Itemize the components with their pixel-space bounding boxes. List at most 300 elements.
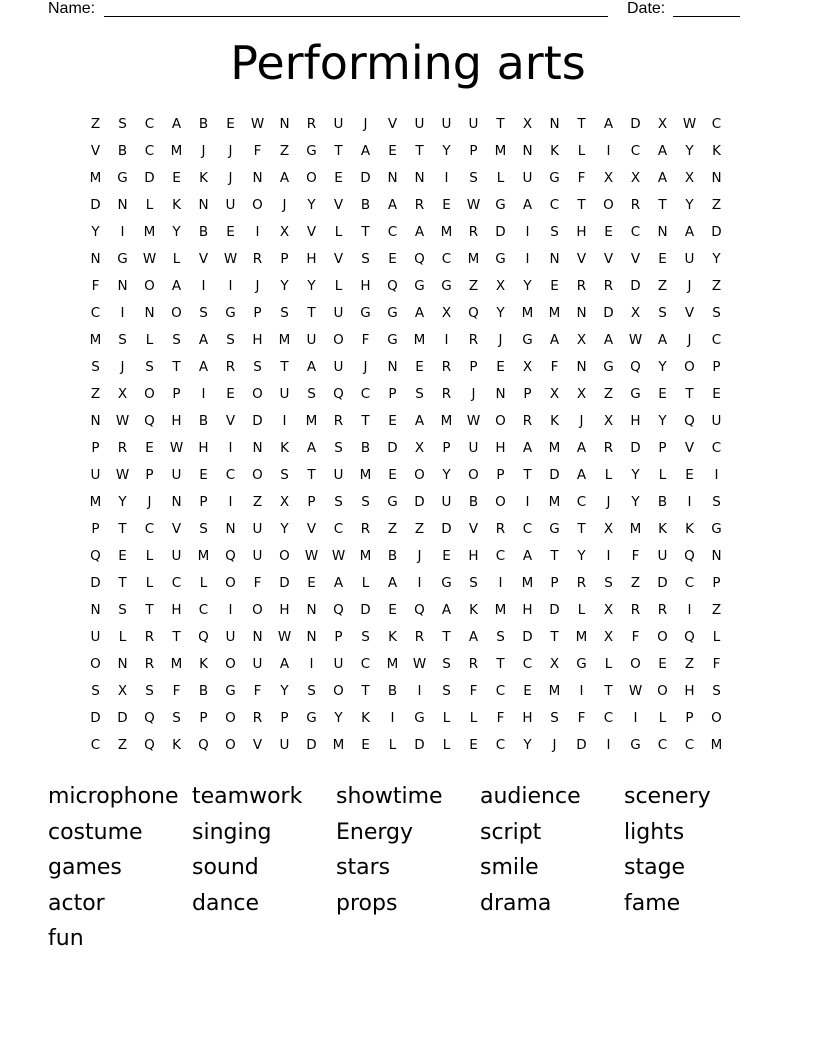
grid-letter: C <box>711 116 722 132</box>
grid-letter: E <box>469 737 478 753</box>
grid-row <box>82 246 730 273</box>
grid-letter: D <box>603 305 614 321</box>
grid-letter: R <box>630 602 641 618</box>
page-title: Performing arts <box>230 36 586 90</box>
grid-letter: I <box>606 548 611 564</box>
grid-letter: C <box>90 305 101 321</box>
grid-letter: X <box>576 332 587 348</box>
grid-letter: C <box>711 440 722 456</box>
grid-letter: P <box>145 467 154 483</box>
grid-letter: T <box>361 224 370 240</box>
grid-letter: Z <box>468 278 479 294</box>
grid-letter: K <box>172 197 181 213</box>
grid-letter: K <box>685 521 694 537</box>
grid-letter: R <box>333 413 344 429</box>
grid-letter: T <box>307 305 316 321</box>
grid-letter: I <box>687 494 692 510</box>
grid-letter: R <box>144 656 155 672</box>
grid-letter: N <box>144 305 155 321</box>
grid-letter: E <box>550 278 559 294</box>
grid-letter: N <box>387 359 398 375</box>
grid-letter: F <box>577 170 586 186</box>
grid-letter: W <box>628 332 643 348</box>
grid-letter: P <box>253 305 262 321</box>
name-field-line[interactable] <box>104 16 608 17</box>
grid-letter: N <box>576 305 587 321</box>
grid-letter: D <box>441 521 452 537</box>
grid-row <box>82 273 730 300</box>
grid-letter: K <box>469 602 478 618</box>
grid-letter: O <box>468 467 479 483</box>
grid-letter: F <box>172 683 181 699</box>
grid-letter: I <box>498 575 503 591</box>
grid-letter: H <box>198 440 209 456</box>
grid-letter: Q <box>387 278 398 294</box>
grid-letter: K <box>361 710 370 726</box>
grid-letter: Q <box>414 251 425 267</box>
grid-letter: R <box>306 116 317 132</box>
grid-letter: G <box>522 332 533 348</box>
grid-letter: H <box>522 710 533 726</box>
grid-letter: O <box>657 629 668 645</box>
grid-row <box>82 408 730 435</box>
grid-letter: V <box>684 305 695 321</box>
grid-letter: M <box>143 224 156 240</box>
grid-letter: M <box>197 548 210 564</box>
grid-letter: N <box>522 143 533 159</box>
grid-letter: T <box>172 629 181 645</box>
grid-letter: E <box>496 359 505 375</box>
grid-letter: T <box>577 197 586 213</box>
grid-letter: I <box>282 413 287 429</box>
grid-letter: T <box>361 683 370 699</box>
grid-letter: F <box>712 656 721 672</box>
grid-letter: V <box>576 251 587 267</box>
grid-letter: H <box>495 440 506 456</box>
grid-letter: T <box>415 143 424 159</box>
grid-letter: X <box>117 683 128 699</box>
grid-letter: J <box>471 386 476 402</box>
grid-letter: D <box>576 737 587 753</box>
grid-letter: T <box>550 629 559 645</box>
grid-letter: D <box>630 116 641 132</box>
grid-letter: M <box>521 575 534 591</box>
grid-letter: A <box>387 575 398 591</box>
grid-letter: X <box>279 224 290 240</box>
word-list-item: stars <box>336 855 391 880</box>
grid-letter: N <box>495 386 506 402</box>
grid-letter: P <box>280 251 289 267</box>
grid-row <box>82 327 730 354</box>
grid-letter: J <box>687 332 692 348</box>
grid-row <box>82 111 730 138</box>
grid-letter: P <box>469 359 478 375</box>
grid-letter: G <box>306 710 317 726</box>
grid-letter: O <box>225 656 236 672</box>
grid-letter: T <box>118 575 127 591</box>
date-field-line[interactable] <box>673 16 740 17</box>
grid-letter: O <box>711 710 722 726</box>
grid-letter: G <box>387 494 398 510</box>
grid-letter: S <box>172 710 181 726</box>
grid-letter: O <box>657 683 668 699</box>
grid-letter: U <box>333 656 344 672</box>
grid-letter: S <box>118 116 127 132</box>
grid-letter: E <box>712 386 721 402</box>
grid-letter: O <box>630 656 641 672</box>
grid-letter: G <box>387 305 398 321</box>
grid-letter: Z <box>711 197 722 213</box>
grid-letter: C <box>360 386 371 402</box>
word-search-grid <box>82 111 730 759</box>
grid-letter: X <box>630 305 641 321</box>
word-list-item: actor <box>48 890 105 916</box>
grid-letter: X <box>630 170 641 186</box>
grid-letter: U <box>657 548 668 564</box>
grid-letter: Y <box>442 467 451 483</box>
grid-letter: H <box>171 413 182 429</box>
grid-letter: H <box>576 224 587 240</box>
grid-row <box>82 219 730 246</box>
word-list-item: sound <box>192 855 259 880</box>
grid-letter: P <box>280 710 289 726</box>
grid-letter: Y <box>523 737 532 753</box>
grid-letter: U <box>441 116 452 132</box>
grid-letter: S <box>334 440 343 456</box>
grid-letter: H <box>360 278 371 294</box>
grid-letter: O <box>90 656 101 672</box>
grid-letter: K <box>658 521 667 537</box>
grid-letter: I <box>633 710 638 726</box>
grid-letter: L <box>496 170 505 186</box>
grid-letter: G <box>630 737 641 753</box>
grid-letter: T <box>334 143 343 159</box>
grid-letter: Q <box>684 548 695 564</box>
grid-letter: X <box>684 170 695 186</box>
grid-letter: G <box>495 251 506 267</box>
grid-letter: W <box>223 251 238 267</box>
grid-letter: V <box>387 116 398 132</box>
grid-letter: C <box>495 737 506 753</box>
grid-letter: U <box>333 305 344 321</box>
grid-letter: Y <box>280 683 289 699</box>
grid-letter: P <box>442 440 451 456</box>
grid-row <box>82 300 730 327</box>
grid-letter: O <box>252 467 263 483</box>
grid-letter: A <box>657 170 668 186</box>
grid-row <box>82 516 730 543</box>
grid-letter: A <box>198 359 209 375</box>
grid-letter: E <box>226 386 235 402</box>
grid-letter: U <box>279 386 290 402</box>
grid-letter: D <box>144 170 155 186</box>
grid-row <box>82 543 730 570</box>
grid-letter: C <box>144 143 155 159</box>
grid-letter: P <box>172 386 181 402</box>
grid-letter: A <box>171 278 182 294</box>
grid-letter: D <box>630 440 641 456</box>
grid-letter: J <box>363 116 368 132</box>
grid-letter: K <box>172 737 181 753</box>
grid-letter: L <box>604 656 613 672</box>
grid-letter: O <box>225 737 236 753</box>
grid-letter: S <box>712 305 721 321</box>
grid-letter: I <box>525 251 530 267</box>
grid-letter: A <box>576 440 587 456</box>
grid-letter: Z <box>90 386 101 402</box>
grid-letter: C <box>144 116 155 132</box>
grid-letter: U <box>333 116 344 132</box>
grid-letter: A <box>657 143 668 159</box>
grid-letter: I <box>525 494 530 510</box>
grid-letter: W <box>169 440 184 456</box>
grid-letter: B <box>387 683 398 699</box>
grid-letter: P <box>712 575 721 591</box>
grid-letter: E <box>334 170 343 186</box>
grid-letter: E <box>388 602 397 618</box>
grid-letter: M <box>359 467 372 483</box>
grid-letter: W <box>250 116 265 132</box>
grid-letter: S <box>199 521 208 537</box>
grid-letter: X <box>603 629 614 645</box>
grid-letter: M <box>332 737 345 753</box>
grid-letter: R <box>468 656 479 672</box>
grid-letter: Q <box>225 548 236 564</box>
grid-letter: K <box>550 143 559 159</box>
grid-letter: E <box>361 737 370 753</box>
grid-letter: S <box>307 386 316 402</box>
grid-letter: Y <box>685 143 694 159</box>
grid-letter: M <box>548 683 561 699</box>
grid-letter: Z <box>279 143 290 159</box>
grid-letter: X <box>657 116 668 132</box>
grid-letter: M <box>710 737 723 753</box>
grid-letter: N <box>252 440 263 456</box>
grid-letter: T <box>172 359 181 375</box>
grid-letter: S <box>118 602 127 618</box>
grid-letter: J <box>498 332 503 348</box>
grid-letter: D <box>252 413 263 429</box>
grid-letter: S <box>712 683 721 699</box>
grid-letter: X <box>522 116 533 132</box>
grid-letter: Q <box>90 548 101 564</box>
grid-letter: S <box>496 629 505 645</box>
grid-letter: S <box>361 494 370 510</box>
grid-letter: M <box>170 656 183 672</box>
grid-letter: C <box>225 467 236 483</box>
grid-letter: G <box>549 170 560 186</box>
grid-row <box>82 489 730 516</box>
grid-letter: I <box>120 224 125 240</box>
grid-letter: C <box>684 575 695 591</box>
grid-letter: D <box>495 224 506 240</box>
grid-letter: L <box>145 548 154 564</box>
grid-letter: B <box>198 683 209 699</box>
grid-letter: M <box>629 521 642 537</box>
grid-letter: S <box>469 170 478 186</box>
grid-letter: Y <box>280 278 289 294</box>
grid-letter: S <box>145 359 154 375</box>
grid-letter: J <box>255 278 260 294</box>
grid-letter: W <box>628 683 643 699</box>
grid-letter: O <box>603 197 614 213</box>
grid-letter: T <box>577 116 586 132</box>
grid-letter: J <box>417 548 422 564</box>
grid-letter: Z <box>657 278 668 294</box>
grid-letter: O <box>306 170 317 186</box>
grid-letter: R <box>414 629 425 645</box>
grid-letter: S <box>442 683 451 699</box>
grid-letter: O <box>144 278 155 294</box>
grid-letter: U <box>414 116 425 132</box>
grid-letter: E <box>685 467 694 483</box>
grid-letter: D <box>630 278 641 294</box>
grid-letter: Y <box>334 710 343 726</box>
grid-letter: O <box>225 575 236 591</box>
grid-letter: F <box>253 575 262 591</box>
grid-letter: W <box>466 197 481 213</box>
grid-letter: D <box>90 197 101 213</box>
grid-letter: S <box>307 683 316 699</box>
grid-letter: K <box>712 143 721 159</box>
grid-letter: D <box>657 575 668 591</box>
word-list-item: drama <box>480 890 552 916</box>
grid-letter: P <box>523 386 532 402</box>
grid-letter: T <box>496 116 505 132</box>
grid-letter: P <box>658 440 667 456</box>
grid-row <box>82 462 730 489</box>
grid-letter: E <box>658 656 667 672</box>
grid-letter: V <box>306 224 317 240</box>
grid-letter: O <box>684 359 695 375</box>
grid-letter: A <box>522 548 533 564</box>
grid-letter: N <box>252 170 263 186</box>
grid-letter: L <box>577 602 586 618</box>
grid-letter: T <box>118 521 127 537</box>
header-row <box>0 0 816 22</box>
grid-letter: I <box>714 467 719 483</box>
grid-letter: M <box>494 143 507 159</box>
grid-letter: C <box>387 224 398 240</box>
grid-letter: N <box>306 629 317 645</box>
grid-letter: N <box>90 413 101 429</box>
grid-letter: M <box>305 413 318 429</box>
grid-letter: W <box>412 656 427 672</box>
grid-letter: X <box>603 521 614 537</box>
grid-letter: D <box>549 467 560 483</box>
grid-letter: C <box>144 521 155 537</box>
grid-letter: Y <box>712 251 721 267</box>
grid-letter: R <box>522 413 533 429</box>
grid-letter: O <box>333 332 344 348</box>
grid-letter: M <box>440 224 453 240</box>
grid-letter: N <box>90 602 101 618</box>
grid-letter: U <box>90 467 101 483</box>
grid-letter: Z <box>90 116 101 132</box>
grid-letter: E <box>658 251 667 267</box>
grid-letter: S <box>91 359 100 375</box>
grid-letter: V <box>198 251 209 267</box>
grid-letter: S <box>91 683 100 699</box>
grid-letter: R <box>252 251 263 267</box>
grid-letter: C <box>657 737 668 753</box>
grid-letter: I <box>417 575 422 591</box>
grid-letter: A <box>387 197 398 213</box>
grid-letter: H <box>630 413 641 429</box>
grid-letter: J <box>228 143 233 159</box>
grid-letter: I <box>417 683 422 699</box>
grid-letter: A <box>684 224 695 240</box>
grid-letter: G <box>603 359 614 375</box>
grid-letter: N <box>711 170 722 186</box>
grid-letter: R <box>657 602 668 618</box>
grid-letter: I <box>309 656 314 672</box>
grid-letter: Y <box>631 467 640 483</box>
grid-letter: A <box>306 440 317 456</box>
grid-letter: S <box>199 305 208 321</box>
grid-letter: T <box>442 629 451 645</box>
grid-letter: D <box>414 494 425 510</box>
grid-letter: M <box>413 332 426 348</box>
grid-letter: Q <box>144 737 155 753</box>
word-list-item: fun <box>48 926 84 951</box>
grid-letter: L <box>172 251 181 267</box>
grid-letter: P <box>199 710 208 726</box>
grid-row <box>82 732 730 759</box>
grid-letter: X <box>441 305 452 321</box>
grid-letter: G <box>441 278 452 294</box>
grid-letter: E <box>388 467 397 483</box>
grid-letter: R <box>630 197 641 213</box>
grid-letter: L <box>199 575 208 591</box>
grid-letter: M <box>89 494 102 510</box>
grid-letter: B <box>360 197 371 213</box>
grid-letter: Z <box>414 521 425 537</box>
grid-letter: F <box>253 143 262 159</box>
grid-letter: P <box>469 143 478 159</box>
grid-letter: L <box>145 197 154 213</box>
grid-letter: F <box>361 332 370 348</box>
word-list <box>48 779 768 957</box>
date-label: Date: <box>627 0 666 17</box>
grid-letter: N <box>225 521 236 537</box>
grid-letter: M <box>278 332 291 348</box>
grid-letter: S <box>361 629 370 645</box>
grid-letter: D <box>522 629 533 645</box>
grid-letter: G <box>225 305 236 321</box>
grid-letter: N <box>414 170 425 186</box>
grid-letter: R <box>441 359 452 375</box>
grid-letter: L <box>334 224 343 240</box>
grid-letter: I <box>228 278 233 294</box>
grid-letter: H <box>684 683 695 699</box>
grid-letter: N <box>306 602 317 618</box>
grid-letter: Q <box>630 359 641 375</box>
grid-letter: O <box>414 467 425 483</box>
grid-letter: M <box>170 143 183 159</box>
grid-letter: V <box>630 251 641 267</box>
grid-letter: A <box>549 332 560 348</box>
grid-letter: J <box>201 143 206 159</box>
grid-letter: P <box>91 521 100 537</box>
grid-letter: A <box>279 656 290 672</box>
grid-letter: V <box>603 251 614 267</box>
grid-letter: M <box>440 413 453 429</box>
grid-letter: Z <box>711 278 722 294</box>
word-list-item: lights <box>624 819 685 845</box>
grid-letter: X <box>117 386 128 402</box>
grid-letter: Q <box>333 386 344 402</box>
